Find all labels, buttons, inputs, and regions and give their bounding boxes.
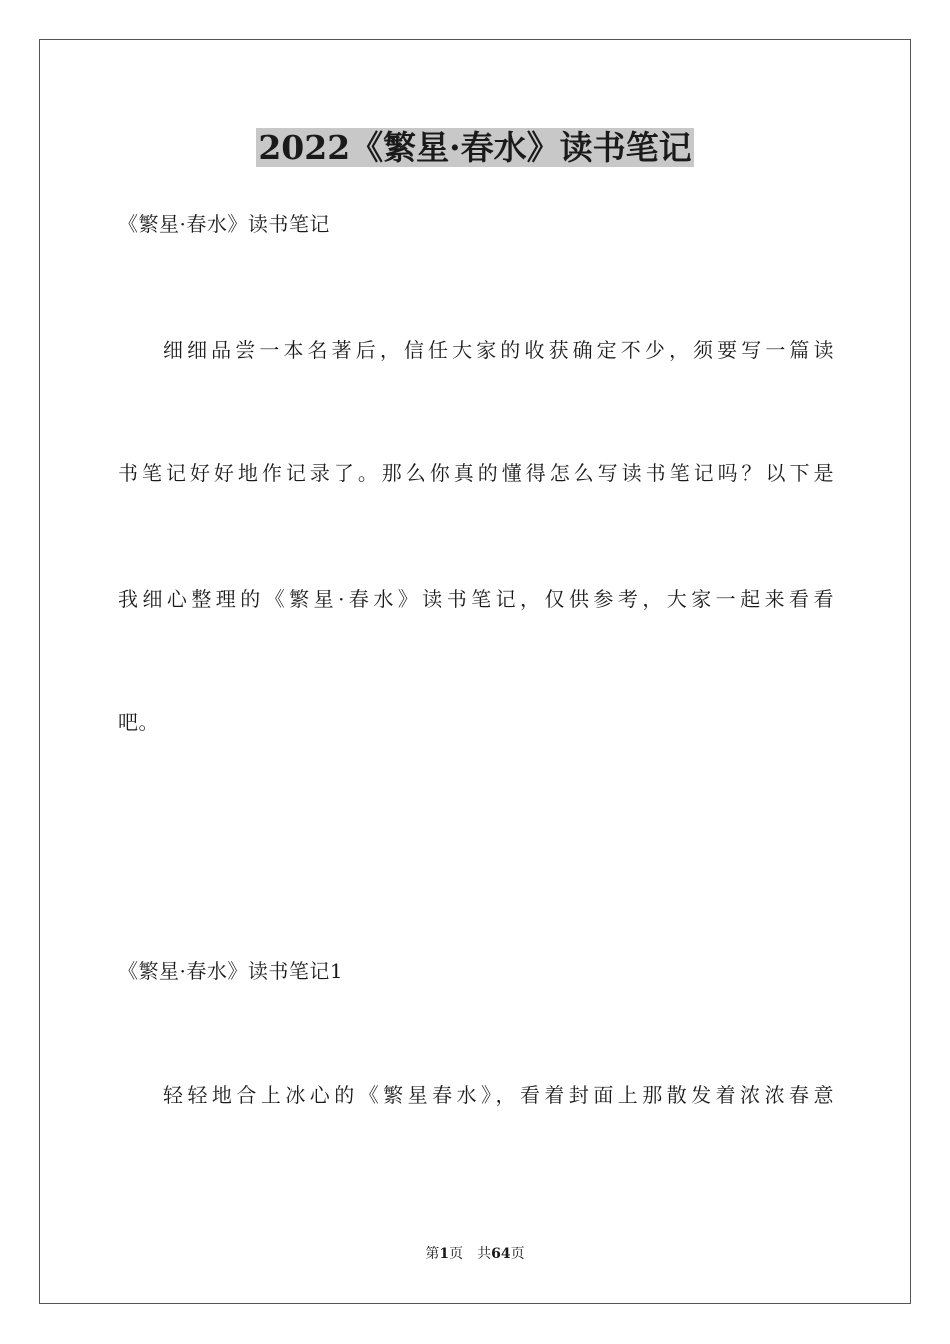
paragraph-line: 细细品尝一本名著后，信任大家的收获确定不少，须要写一篇读: [163, 338, 834, 362]
paragraph-line: 吧。: [118, 710, 159, 734]
paragraph-line: 轻轻地合上冰心的《繁星春水》，看着封面上那散发着浓浓春意: [163, 1083, 834, 1107]
document-title: [0, 124, 950, 172]
document-subtitle: 《繁星·春水》读书笔记: [118, 212, 330, 236]
page-footer: [0, 1244, 950, 1264]
document-title-text: 2022《繁星·春水》读书笔记: [258, 128, 692, 167]
footer-page-mid: 页 共: [449, 1246, 492, 1262]
footer-page-number: 1: [439, 1246, 450, 1262]
footer-total-pages: 64: [491, 1246, 511, 1262]
paragraph-line: 我细心整理的《繁星·春水》读书笔记，仅供参考，大家一起来看看: [118, 587, 834, 611]
paragraph-line: 书笔记好好地作记录了。那么你真的懂得怎么写读书笔记吗？以下是: [118, 461, 834, 485]
section-heading: 《繁星·春水》读书笔记1: [118, 959, 344, 983]
footer-page-suffix: 页: [510, 1246, 525, 1262]
footer-page-prefix: 第: [425, 1246, 440, 1262]
